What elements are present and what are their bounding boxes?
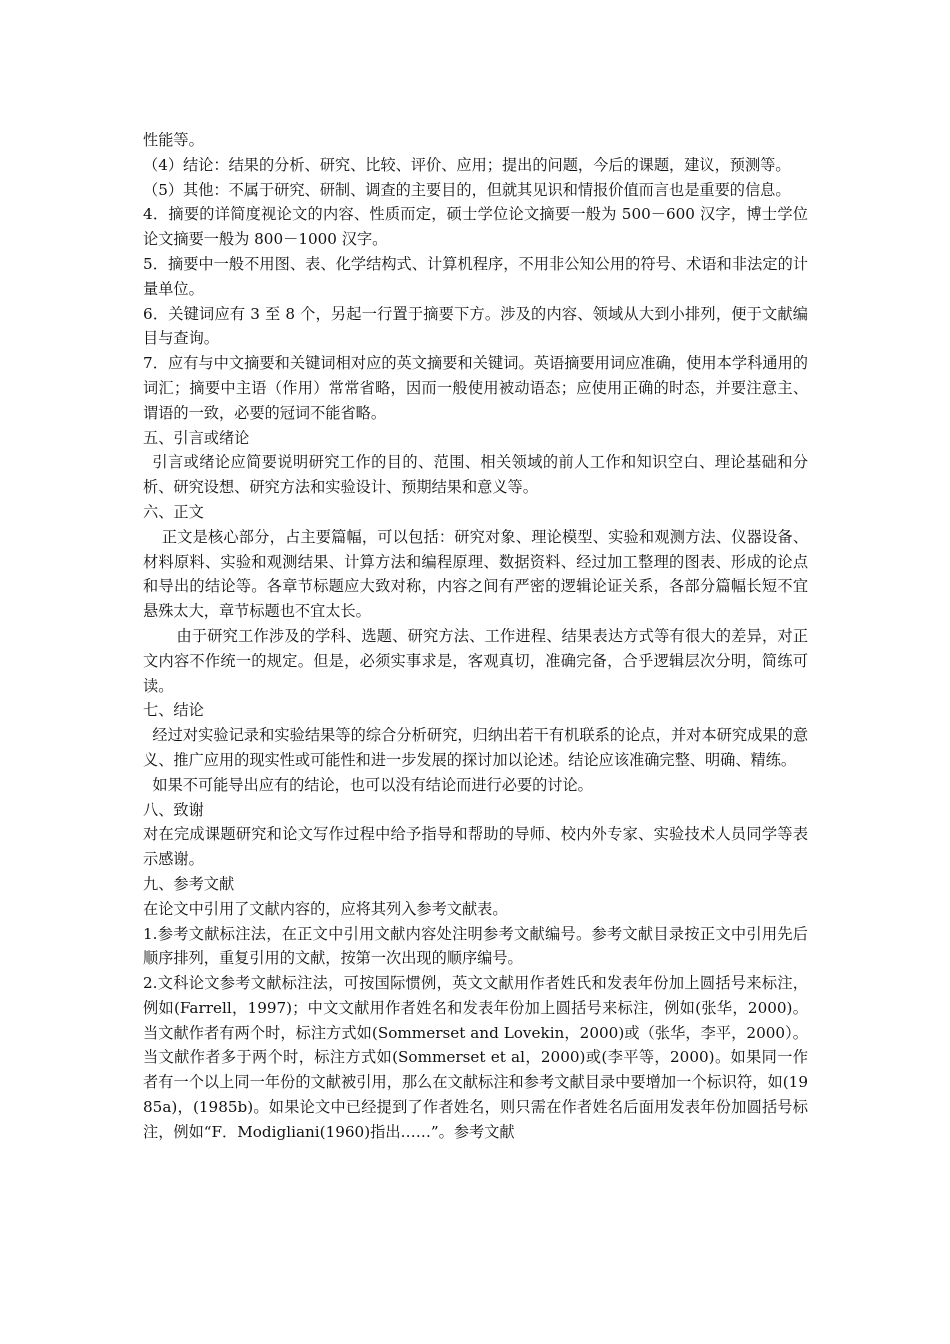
section-heading-acknowledgements: 八、致谢 <box>143 800 204 819</box>
paragraph-references-rule-1: 1.参考文献标注法，在正文中引用文献内容处注明参考文献编号。参考文献目录按正文中引用先后顺序排列，重复引用的文献，按第一次出现的顺序编号。 <box>143 924 808 968</box>
paragraph-rule-5: 5．摘要中一般不用图、表、化学结构式、计算机程序，不用非公知公用的符号、术语和非法定的计量单位。 <box>143 254 808 298</box>
paragraph-references-rule-2: 2.文科论文参考文献标注法，可按国际惯例，英文文献用作者姓氏和发表年份加上圆括号来标注，例如(Farrell，1997)；中文文献用作者姓名和发表年份加上圆括号来标注，例如(张华，2000)。当文献作者有两个时，标注方式如(Sommerset and Lovekin，2000)或（张华，李平，2000）。当文献作者多于两个时，标注方式如(Sommerset et al，2000)或(李平等，2000)。如果同一作者有一个以上同一年份的文献被引用，那么在文献标注和参考文献目录中要增加一个标识符，如(1985a)，(1985b)。如果论文中已经提到了作者姓名，则只需在作者姓名后面用发表年份加圆括号标注，例如“F．Modigliani(1960)指出……”。参考文献 <box>143 974 808 1141</box>
paragraph-rule-4: 4．摘要的详简度视论文的内容、性质而定，硕士学位论文摘要一般为 500－600 汉字，博士学位论文摘要一般为 800－1000 汉字。 <box>143 205 808 249</box>
section-heading-references: 九、参考文献 <box>143 874 235 893</box>
paragraph-main-body-1: 正文是核心部分，占主要篇幅，可以包括：研究对象、理论模型、实验和观测方法、仪器设备、材料原料、实验和观测结果、计算方法和编程原理、数据资料、经过加工整理的图表、形成的论点和导出的结论等。各章节标题应大致对称，内容之间有严密的逻辑论证关系，各部分篇幅长短不宜悬殊太大，章节标题也不宜太长。 <box>143 527 808 621</box>
paragraph-rule-6: 6．关键词应有 3 至 8 个，另起一行置于摘要下方。涉及的内容、领域从大到小排列，便于文献编目与查询。 <box>143 304 808 348</box>
paragraph-acknowledgements: 对在完成课题研究和论文写作过程中给予指导和帮助的导师、校内外专家、实验技术人员同学等表示感谢。 <box>143 825 808 869</box>
paragraph-rule-7: 7．应有与中文摘要和关键词相对应的英文摘要和关键词。英语摘要用词应准确，使用本学科通用的词汇；摘要中主语（作用）常常省略，因而一般使用被动语态；应使用正确的时态，并要注意主、谓语的一致，必要的冠词不能省略。 <box>143 354 808 422</box>
paragraph-main-body-2: 由于研究工作涉及的学科、选题、研究方法、工作进程、结果表达方式等有很大的差异，对正文内容不作统一的规定。但是，必须实事求是，客观真切，准确完备，合乎逻辑层次分明，简练可读。 <box>143 626 808 695</box>
paragraph-conclusion-2: 如果不可能导出应有的结论，也可以没有结论而进行必要的讨论。 <box>152 775 593 794</box>
section-heading-main-body: 六、正文 <box>143 502 204 521</box>
paragraph-item-5-other: （5）其他：不属于研究、研制、调查的主要目的，但就其见识和情报价值而言也是重要的信息。 <box>143 180 791 199</box>
paragraph-conclusion-1: 经过对实验记录和实验结果等的综合分析研究，归纳出若干有机联系的论点，并对本研究成果的意义、推广应用的现实性或可能性和进一步发展的探讨加以论述。结论应该准确完整、明确、精练。 <box>143 726 808 769</box>
section-heading-conclusion: 七、结论 <box>143 701 204 720</box>
paragraph-references-intro: 在论文中引用了文献内容的，应将其列入参考文献表。 <box>143 899 508 918</box>
paragraph-continuation: 性能等。 <box>143 131 204 149</box>
paragraph-introduction: 引言或绪论应简要说明研究工作的目的、范围、相关领域的前人工作和知识空白、理论基础和分析、研究设想、研究方法和实验设计、预期结果和意义等。 <box>143 453 808 497</box>
section-heading-introduction: 五、引言或绪论 <box>143 428 250 447</box>
paragraph-item-4-conclusion: （4）结论：结果的分析、研究、比较、评价、应用；提出的问题，今后的课题，建议，预测等。 <box>143 155 791 174</box>
document-page <box>143 128 808 1145</box>
